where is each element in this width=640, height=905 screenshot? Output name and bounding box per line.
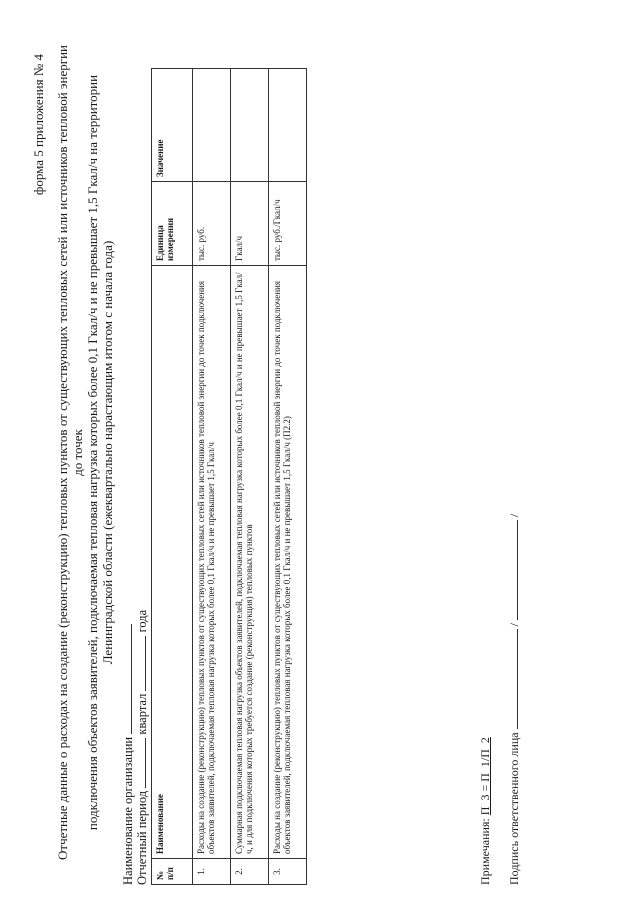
row-value-cell[interactable] — [193, 69, 231, 182]
table-row — [269, 69, 307, 885]
row-num: 1. — [193, 859, 231, 885]
row-name: Расходы на создание (реконструкцию) тепловых пунктов от существующих тепловых сетей или источников тепловой энергии до точек подключения объектов заявителей, подключаемая тепловая нагрузка которых более 0,1 Гкал/ч и не превышает 1,5 Гкал/ч (П2.2) — [269, 266, 307, 859]
period-label: Отчетный период — [135, 790, 149, 885]
header-unit: Единица измерения — [152, 182, 193, 266]
signature-separator: / — [507, 513, 521, 518]
row-num: 2. — [231, 859, 269, 885]
note-line — [478, 737, 493, 885]
signature-name-field[interactable] — [506, 520, 518, 620]
row-num: 3. — [269, 859, 307, 885]
row-unit: тыс. руб./Гкал/ч — [269, 182, 307, 266]
row-value-cell[interactable] — [231, 69, 269, 182]
row-unit: тыс. руб. — [193, 182, 231, 266]
signature-separator: / — [507, 623, 521, 627]
form-number: форма 5 приложения № 4 — [31, 54, 46, 196]
signature-line — [506, 514, 522, 885]
table-header-row — [152, 69, 193, 885]
header-value: Значение — [152, 69, 193, 182]
report-title-line: Отчетные данные о расходах на создание (реконструкцию) тепловых пунктов от существующих тепловых сетей или источников тепловой энергии до точек — [55, 45, 85, 860]
table-row — [231, 69, 269, 885]
report-title-line: подключения объектов заявителей, подключаемая тепловая нагрузка которых более 0,1 Гкал/ч и не превышает 1,5 Гкал/ч на территории — [85, 74, 100, 831]
row-name: Расходы на создание (реконструкцию) тепловых пунктов от существующих тепловых сетей или источников тепловой энергии до точек подключения объектов заявителей, подключаемая тепловая нагрузка которых более 0,1 Гкал/ч и не превышает 1,5 Гкал/ч — [193, 266, 231, 859]
report-title — [55, 40, 115, 865]
signature-field[interactable] — [506, 629, 518, 729]
period-quarter-field[interactable] — [134, 738, 146, 788]
organization-label: Наименование организации — [121, 736, 135, 885]
row-name: Суммарная подключаемая тепловая нагрузка объектов заявителей, подключаемая тепловая нагрузка которых более 0,1 Гкал/ч и не превышает 1,5 Гкал/ч, и для подключения которых требуется создание (реконструкция) тепловых пунктов — [231, 266, 269, 859]
row-unit: Гкал/ч — [231, 182, 269, 266]
note-formula: П_3 = П_1/П_2 — [478, 737, 492, 816]
table-row — [193, 69, 231, 885]
report-title-line: Ленинградской области (ежеквартально нарастающим итогом с начала года) — [100, 240, 115, 665]
year-label: года — [135, 609, 149, 633]
organization-field[interactable] — [120, 624, 132, 734]
header-num: № п/п — [152, 859, 193, 885]
signature-label: Подпись ответственного лица — [507, 732, 521, 885]
row-value-cell[interactable] — [269, 69, 307, 182]
quarter-label: квартал — [135, 693, 149, 735]
header-name: Наименование — [152, 266, 193, 859]
note-label: Примечания: — [478, 818, 492, 885]
period-year-field[interactable] — [134, 636, 146, 691]
period-line — [134, 610, 150, 885]
expense-table — [151, 68, 307, 885]
